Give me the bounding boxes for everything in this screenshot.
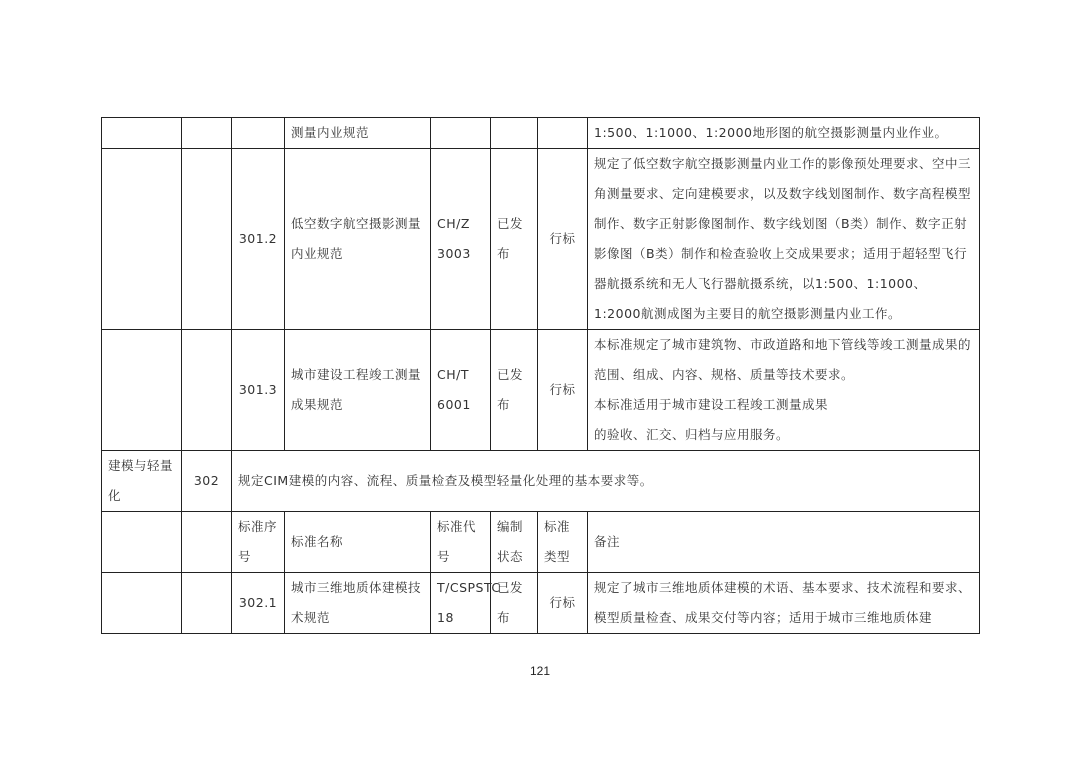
table-cell	[538, 118, 588, 149]
header-type: 标准类型	[538, 512, 588, 573]
standard-type: 行标	[538, 573, 588, 634]
standard-code: CH/T 6001	[431, 330, 491, 451]
section-row	[102, 451, 980, 512]
standard-name: 低空数字航空摄影测量内业规范	[285, 149, 431, 330]
table-cell	[182, 118, 232, 149]
table-row	[102, 149, 980, 330]
standards-table	[101, 117, 980, 634]
standard-name: 城市三维地质体建模技术规范	[285, 573, 431, 634]
standard-description: 规定了城市三维地质体建模的术语、基本要求、技术流程和要求、模型质量检查、成果交付等内容；适用于城市三维地质体建	[588, 573, 980, 634]
table-cell	[491, 118, 538, 149]
standard-status: 已发布	[491, 149, 538, 330]
table-row	[102, 118, 980, 149]
standard-status: 已发布	[491, 573, 538, 634]
standard-seq: 301.3	[232, 330, 285, 451]
table-cell	[102, 330, 182, 451]
table-cell	[431, 118, 491, 149]
page-number: 121	[529, 664, 551, 678]
header-code: 标准代号	[431, 512, 491, 573]
section-code: 302	[182, 451, 232, 512]
standard-type: 行标	[538, 149, 588, 330]
standard-name: 城市建设工程竣工测量成果规范	[285, 330, 431, 451]
standard-seq: 301.2	[232, 149, 285, 330]
table-cell	[102, 573, 182, 634]
table-row	[102, 330, 980, 451]
table-cell	[232, 118, 285, 149]
header-seq: 标准序号	[232, 512, 285, 573]
standard-description: 1:500、1:1000、1:2000地形图的航空摄影测量内业作业。	[588, 118, 980, 149]
header-name: 标准名称	[285, 512, 431, 573]
description-line: 的验收、汇交、归档与应用服务。	[594, 427, 790, 442]
table-cell	[102, 512, 182, 573]
table-cell	[182, 330, 232, 451]
standard-status: 已发布	[491, 330, 538, 451]
table-cell	[182, 573, 232, 634]
table-cell	[182, 512, 232, 573]
standard-code: T/CSPSTC 18	[431, 573, 491, 634]
standard-code: CH/Z 3003	[431, 149, 491, 330]
header-status: 编制状态	[491, 512, 538, 573]
description-line: 本标准规定了城市建筑物、市政道路和地下管线等竣工测量成果的范围、组成、内容、规格、质量等技术要求。	[594, 337, 972, 382]
section-description: 规定CIM建模的内容、流程、质量检查及模型轻量化处理的基本要求等。	[232, 451, 980, 512]
standard-type: 行标	[538, 330, 588, 451]
table-cell	[182, 149, 232, 330]
header-note: 备注	[588, 512, 980, 573]
header-row	[102, 512, 980, 573]
standard-name: 测量内业规范	[285, 118, 431, 149]
standard-description	[588, 330, 980, 451]
standard-seq: 302.1	[232, 573, 285, 634]
table-cell	[102, 118, 182, 149]
table-row	[102, 573, 980, 634]
table-cell	[102, 149, 182, 330]
standard-description: 规定了低空数字航空摄影测量内业工作的影像预处理要求、空中三角测量要求、定向建模要求，以及数字线划图制作、数字高程模型制作、数字正射影像图制作、数字线划图（B类）制作、数字正射影像图（B类）制作和检查验收上交成果要求；适用于超轻型飞行器航摄系统和无人飞行器航摄系统，以1:500、1:1000、1:2000航测成图为主要目的航空摄影测量内业工作。	[588, 149, 980, 330]
section-title: 建模与轻量化	[102, 451, 182, 512]
description-line: 本标准适用于城市建设工程竣工测量成果	[594, 397, 829, 412]
